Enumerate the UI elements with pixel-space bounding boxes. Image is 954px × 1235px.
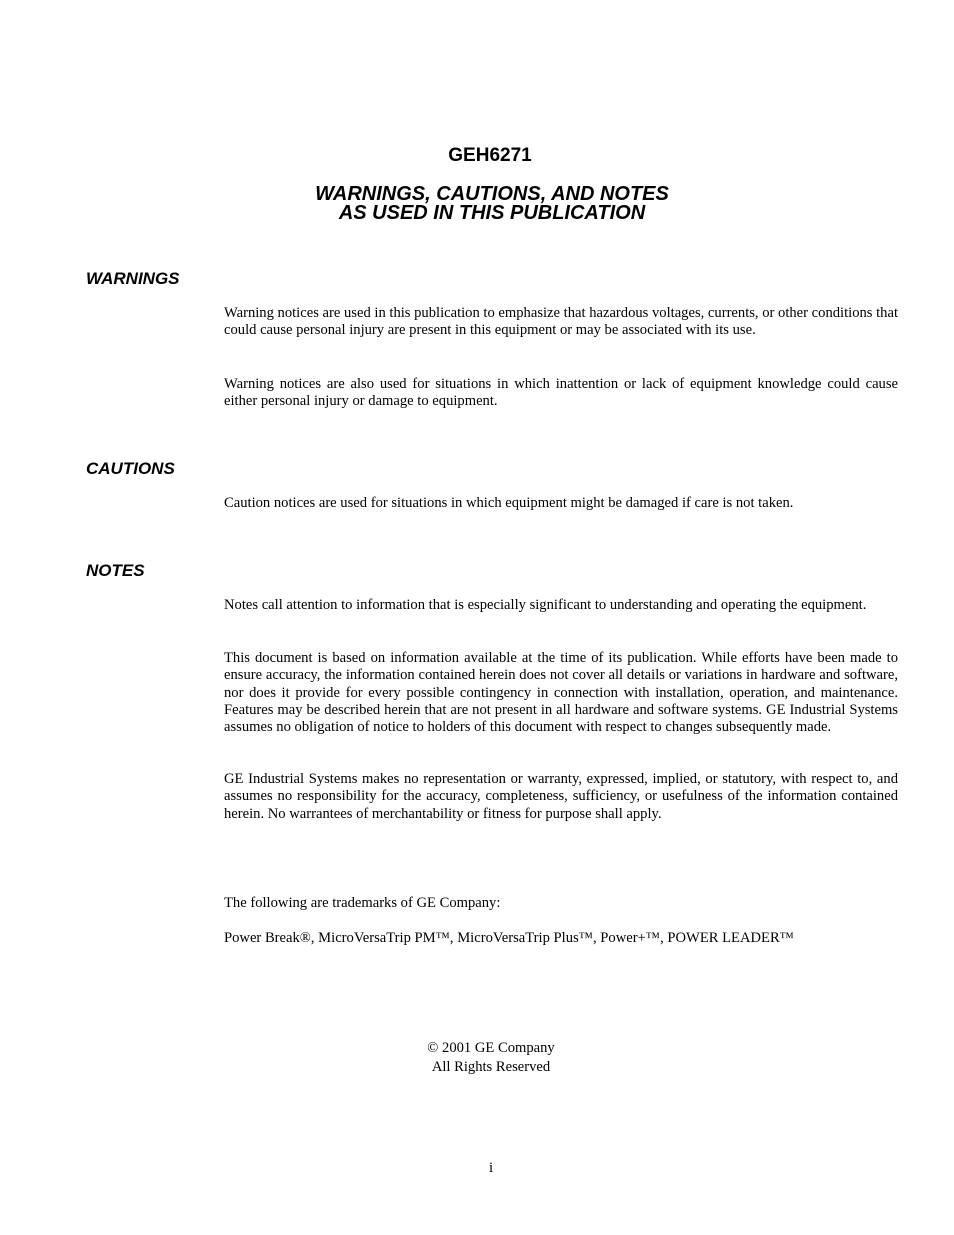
trademarks-list: Power Break®, MicroVersaTrip PM™, MicroVersaTrip Plus™, Power+™, POWER LEADER™ (224, 930, 794, 946)
page-title-line-2: AS USED IN THIS PUBLICATION (338, 202, 646, 224)
page-number: i (488, 1160, 494, 1176)
warnings-paragraph-1: Warning notices are used in this publication to emphasize that hazardous voltages, currents, or other conditions that could cause personal injury are present in this equipment or may be associated with its use. (224, 305, 899, 339)
warnings-paragraph-2: Warning notices are also used for situations in which inattention or lack of equipment knowledge could cause either personal injury or damage to equipment. (224, 376, 898, 410)
copyright-notice: © 2001 GE Company (427, 1040, 555, 1056)
trademarks-intro: The following are trademarks of GE Company: (224, 895, 501, 911)
notes-heading: NOTES (86, 561, 145, 580)
rights-reserved: All Rights Reserved (431, 1059, 551, 1075)
cautions-heading: CAUTIONS (86, 459, 175, 478)
copyright-block (0, 1039, 954, 1077)
page-title (0, 185, 954, 223)
document-number: GEH6271 (448, 145, 532, 166)
notes-paragraph-1: Notes call attention to information that is especially significant to understanding and operating the equipment. (224, 597, 867, 613)
page-title-line-1: WARNINGS, CAUTIONS, AND NOTES (315, 183, 669, 205)
cautions-paragraph-1: Caution notices are used for situations in which equipment might be damaged if care is not taken. (224, 495, 794, 511)
notes-paragraph-2: This document is based on information available at the time of its publication. While efforts have been made to ensure accuracy, the information contained herein does not cover all details or variations in hardware and software, nor does it provide for every possible contingency in connection with installation, operation, and maintenance. Features may be described herein that are not present in all hardware and software systems. GE Industrial Systems assumes no obligation of notice to holders of this document with respect to changes subsequently made. (224, 650, 898, 736)
notes-paragraph-3: GE Industrial Systems makes no representation or warranty, expressed, implied, or statutory, with respect to, and assumes no responsibility for the accuracy, completeness, sufficiency, or usefulness of the information contained herein. No warrantees of merchantability or fitness for purpose shall apply. (224, 771, 898, 822)
warnings-heading: WARNINGS (86, 269, 180, 288)
